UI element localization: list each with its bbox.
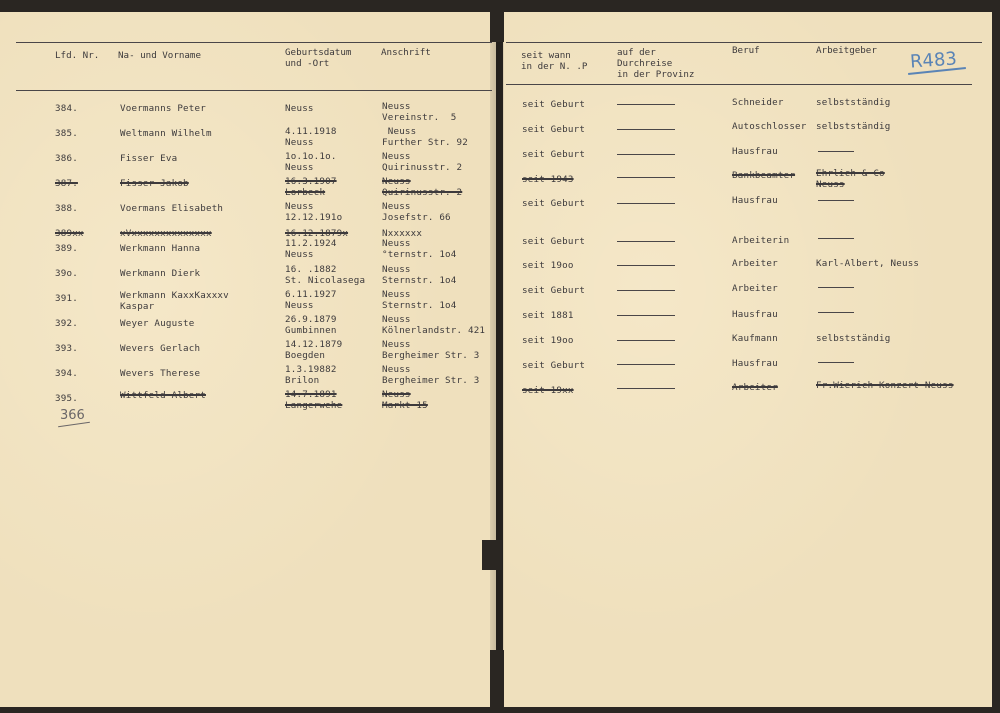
row-job: Arbeiter xyxy=(732,382,778,393)
row-since: seit 19oo xyxy=(522,260,574,271)
row-job: Kaufmann xyxy=(732,333,778,344)
top-tear xyxy=(490,12,504,42)
row-employer-dash xyxy=(818,238,854,239)
row-no: 391. xyxy=(55,293,78,304)
row-employer-dash xyxy=(818,312,854,313)
row-since: seit Geburt xyxy=(522,149,586,160)
row-transit-dash xyxy=(617,265,675,266)
row-birth: 14.12.1879 Boegden xyxy=(285,339,343,361)
row-transit-dash xyxy=(617,129,675,130)
header-since: seit wann in der N. .P xyxy=(521,50,588,72)
row-transit-dash xyxy=(617,177,675,178)
page-note: 366 xyxy=(60,408,85,423)
row-address: Neuss °ternstr. 1o4 xyxy=(382,238,457,260)
row-birth: 16. .1882 St. Nicolasega xyxy=(285,264,366,286)
row-name: Wittfeld Albert xyxy=(120,390,206,401)
row-since: seit 19oo xyxy=(522,335,574,346)
row-transit-dash xyxy=(617,241,675,242)
row-name: Voermanns Peter xyxy=(120,103,206,114)
row-name: xVxxxxxxxxxxxxxx xyxy=(120,228,212,239)
bottom-tear xyxy=(490,650,504,707)
row-job: Hausfrau xyxy=(732,309,778,320)
header-top-rule xyxy=(16,42,492,43)
row-since: seit Geburt xyxy=(522,124,586,135)
row-job: Bankbeamter xyxy=(732,170,796,181)
row-employer: Karl-Albert, Neuss xyxy=(816,258,920,269)
row-name: Wevers Therese xyxy=(120,368,201,379)
row-job: Arbeiter xyxy=(732,258,778,269)
row-since: seit 19xx xyxy=(522,385,574,396)
mid-tear xyxy=(482,540,502,570)
row-name: Voermans Elisabeth xyxy=(120,203,224,214)
row-since: seit Geburt xyxy=(522,236,586,247)
row-birth: Neuss 12.12.191o xyxy=(285,201,343,223)
row-address: Neuss Sternstr. 1o4 xyxy=(382,264,457,286)
row-address: Neuss Sternstr. 1o4 xyxy=(382,289,457,311)
row-name: Werkmann KaxxKaxxxv Kaspar xyxy=(120,290,229,312)
row-name: Fisser Eva xyxy=(120,153,178,164)
row-address: Neuss Further Str. 92 xyxy=(382,126,468,148)
row-no: 386. xyxy=(55,153,78,164)
row-since: seit 1943 xyxy=(522,174,574,185)
row-birth: 14.7.1891 Langerwehe xyxy=(285,389,343,411)
row-transit-dash xyxy=(617,388,675,389)
row-transit-dash xyxy=(617,203,675,204)
header-job: Beruf xyxy=(732,45,760,56)
row-employer-dash xyxy=(818,151,854,152)
row-job: Autoschlosser xyxy=(732,121,807,132)
row-birth: 11.2.1924 Neuss xyxy=(285,238,337,260)
row-since: seit 1881 xyxy=(522,310,574,321)
header-address: Anschrift xyxy=(381,47,431,58)
row-no: 395. xyxy=(55,393,78,404)
row-name: Werkmann Hanna xyxy=(120,243,201,254)
row-address: Neuss Quirinusstr. 2 xyxy=(382,176,463,198)
row-address: Neuss Bergheimer Str. 3 xyxy=(382,364,480,386)
row-birth: 1.3.19882 Brilon xyxy=(285,364,337,386)
row-no: 387. xyxy=(55,178,78,189)
row-employer: Ehrlich & Co Neuss xyxy=(816,168,885,190)
row-employer: selbstständig xyxy=(816,333,891,344)
row-transit-dash xyxy=(617,364,675,365)
row-job: Schneider xyxy=(732,97,784,108)
header-name: Na- und Vorname xyxy=(118,50,201,61)
row-employer-dash xyxy=(818,287,854,288)
row-employer-dash xyxy=(818,362,854,363)
row-no: 394. xyxy=(55,368,78,379)
row-employer-dash xyxy=(818,200,854,201)
row-name: Weyer Auguste xyxy=(120,318,195,329)
header-birth: Geburtsdatum und -Ort xyxy=(285,47,352,69)
row-birth: 1o.1o.1o. Neuss xyxy=(285,151,337,173)
row-since: seit Geburt xyxy=(522,198,586,209)
row-address: Neuss Josefstr. 66 xyxy=(382,201,451,223)
row-birth: 16.12.1879x xyxy=(285,228,349,239)
row-employer: selbstständig xyxy=(816,97,891,108)
row-no: 393. xyxy=(55,343,78,354)
row-transit-dash xyxy=(617,290,675,291)
row-no: 385. xyxy=(55,128,78,139)
header-bottom-rule xyxy=(16,90,492,91)
row-since: seit Geburt xyxy=(522,285,586,296)
row-job: Hausfrau xyxy=(732,146,778,157)
row-job: Hausfrau xyxy=(732,358,778,369)
header-top-rule-right xyxy=(506,42,982,43)
row-transit-dash xyxy=(617,104,675,105)
row-address: Nxxxxxx xyxy=(382,228,423,239)
row-birth: 6.11.1927 Neuss xyxy=(285,289,337,311)
row-transit-dash xyxy=(617,340,675,341)
page-fold xyxy=(490,12,504,707)
row-name: Fisser Jakob xyxy=(120,178,189,189)
row-no: 392. xyxy=(55,318,78,329)
header-transit: auf der Durchreise in der Provinz xyxy=(617,47,695,80)
row-name: Werkmann Dierk xyxy=(120,268,201,279)
row-birth: 16.3.1907 Lorbeck xyxy=(285,176,337,198)
header-no: Lfd. Nr. xyxy=(55,50,100,61)
header-bottom-rule-right xyxy=(506,84,972,85)
row-no: 384. xyxy=(55,103,78,114)
row-job: Arbeiter xyxy=(732,283,778,294)
row-since: seit Geburt xyxy=(522,360,586,371)
row-transit-dash xyxy=(617,315,675,316)
row-no: 389. xyxy=(55,243,78,254)
row-employer: selbstständig xyxy=(816,121,891,132)
row-job: Arbeiterin xyxy=(732,235,790,246)
row-address: Neuss Markt 15 xyxy=(382,389,428,411)
row-no: 39o. xyxy=(55,268,78,279)
row-transit-dash xyxy=(617,154,675,155)
row-address: Neuss Vereinstr. 5 xyxy=(382,101,457,123)
row-name: Weltmann Wilhelm xyxy=(120,128,212,139)
row-address: Neuss Kölnerlandstr. 421 xyxy=(382,314,486,336)
row-job: Hausfrau xyxy=(732,195,778,206)
row-birth: 26.9.1879 Gumbinnen xyxy=(285,314,337,336)
row-since: seit Geburt xyxy=(522,99,586,110)
row-employer: Fr.Wierich Konzert Neuss xyxy=(816,380,954,391)
row-birth: Neuss xyxy=(285,103,314,114)
row-no: 388. xyxy=(55,203,78,214)
row-no: 389xx xyxy=(55,228,84,239)
archive-reference: R483 xyxy=(909,48,958,73)
row-name: Wevers Gerlach xyxy=(120,343,201,354)
row-birth: 4.11.1918 Neuss xyxy=(285,126,337,148)
row-address: Neuss Quirinusstr. 2 xyxy=(382,151,463,173)
header-employer: Arbeitgeber xyxy=(816,45,877,56)
row-address: Neuss Bergheimer Str. 3 xyxy=(382,339,480,361)
